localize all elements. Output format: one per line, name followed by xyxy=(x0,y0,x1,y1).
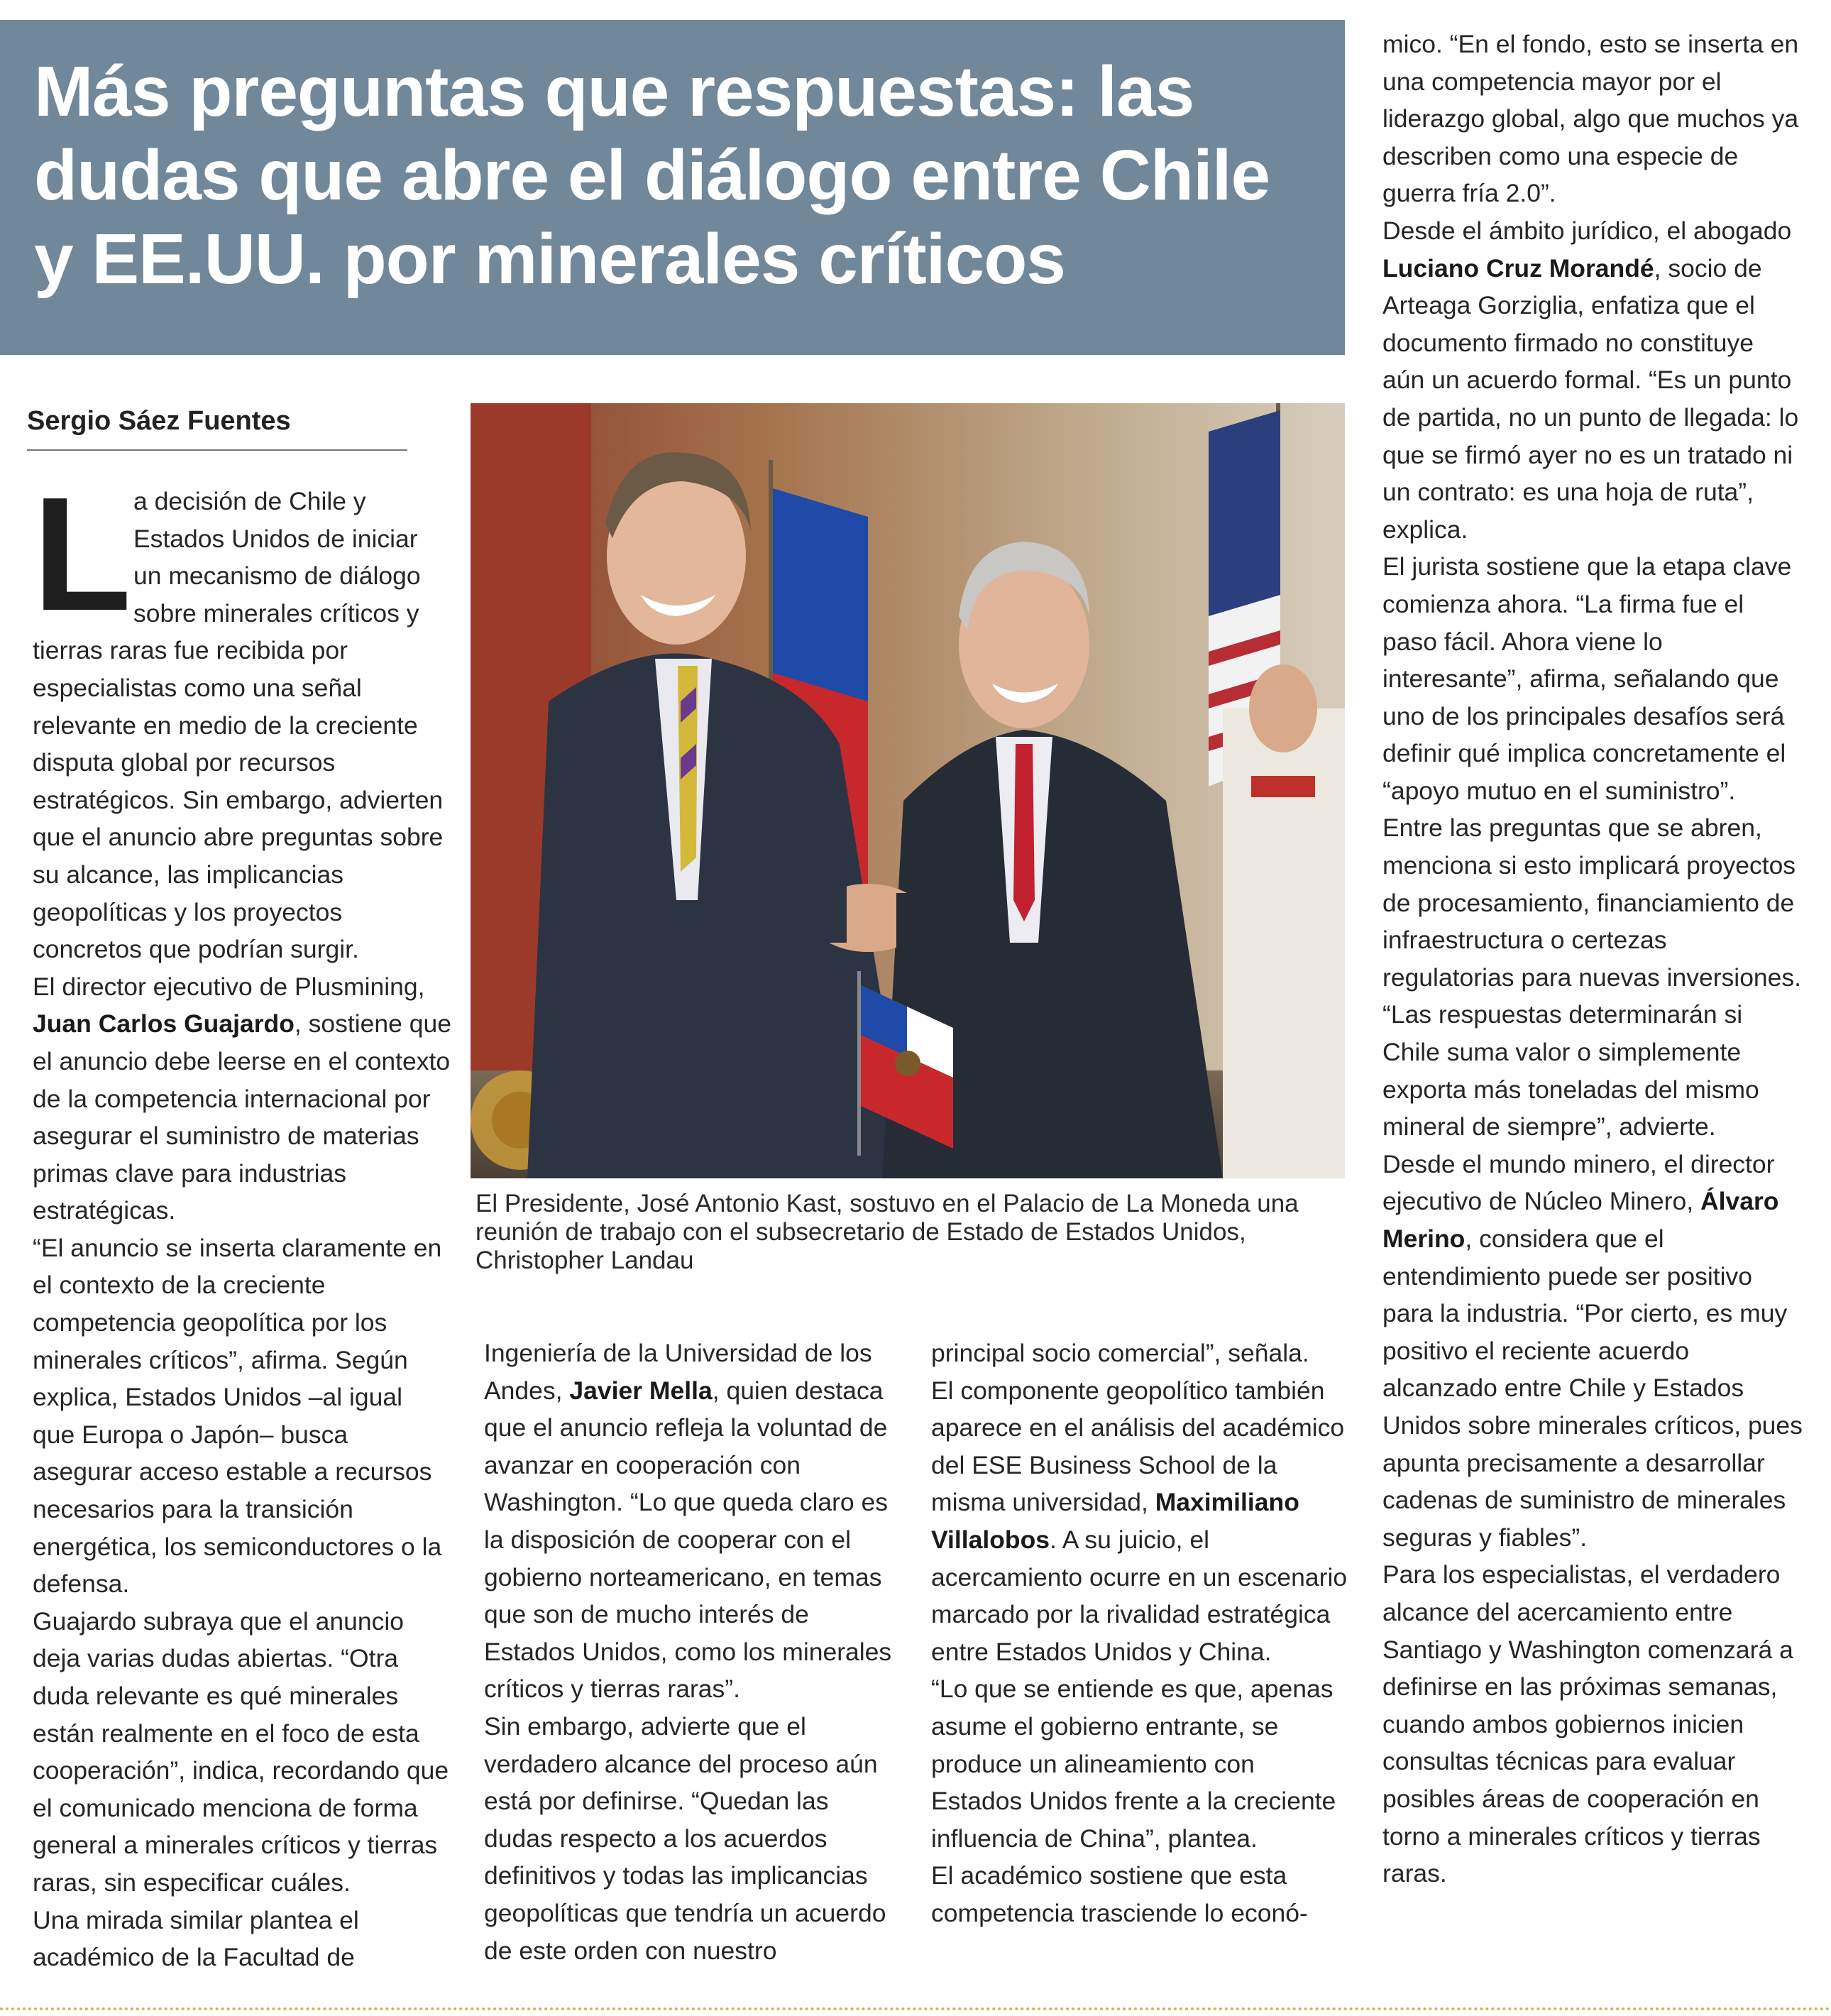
paragraph-2 xyxy=(33,968,451,1229)
headline: Más preguntas que respuestas: las dudas que abre el diálogo entre Chile y EE.UU. por minerales críticos xyxy=(34,52,1270,299)
paragraph-1: mico. “En el fondo, esto se inserta en una competencia mayor por el liderazgo global, algo que muchos ya describen como una especie de guerra fría 2.0”. xyxy=(1382,30,1799,208)
paragraph-2-text-b: , sostiene que el anuncio debe leerse en el contexto de la competencia internacional por asegurar el suministro de materias primas clave para industrias estratégicas. xyxy=(33,1009,451,1225)
paragraph-2-text-a: El director ejecutivo de Plusmining, xyxy=(33,972,425,1001)
paragraph-4: El académico sostiene que esta competencia trasciende lo econó- xyxy=(931,1861,1308,1927)
byline: Sergio Sáez Fuentes xyxy=(27,406,407,451)
paragraph-3: “El anuncio se inserta claramente en el contexto de la creciente competencia geopolítica por los minerales críticos”, afirma. Según explica, Estados Unidos –al igual que Europa o Japón– busca asegurar acceso estable a recursos necesarios para la transición energética, los semiconductores o la defensa. xyxy=(33,1233,442,1599)
paragraph-2-text-a: Desde el ámbito jurídico, el abogado xyxy=(1382,216,1792,245)
column-1 xyxy=(33,464,451,1976)
headline-box xyxy=(0,20,1345,355)
person-name: Álvaro Merino xyxy=(1382,1187,1779,1253)
person-name: Luciano Cruz Morandé xyxy=(1382,253,1654,283)
handshake-photo xyxy=(471,403,1345,1178)
column-3 xyxy=(931,1335,1353,1932)
drop-cap: L xyxy=(33,464,132,645)
paragraph-1-first-line: a decisión de Chile y xyxy=(133,487,366,515)
paragraph-5: Una mirada similar plantea el académico de la Facultad de xyxy=(33,1905,359,1972)
column-4 xyxy=(1382,26,1803,1892)
dotted-divider xyxy=(0,2007,1831,2010)
paragraph-5 xyxy=(1382,1146,1803,1557)
paragraph-5-text-a: Desde el mundo minero, el director ejecutivo de Núcleo Minero, xyxy=(1382,1149,1775,1216)
paragraph-2: Sin embargo, advierte que el verdadero alcance del proceso aún está por definirse. “Quedan las dudas respecto a los acuerdos definitivos y todas las implicancias geopolíticas que tendría un acuerdo de este orden con nuestro xyxy=(484,1711,886,1965)
column-2 xyxy=(484,1335,903,1969)
paragraph-2-text-a: El componente geopolítico también aparece en el análisis del académico del ESE Business School de la misma universidad, xyxy=(931,1376,1345,1517)
paragraph-2 xyxy=(931,1372,1353,1671)
paragraph-1-text-b: , quien destaca que el anuncio refleja la voluntad de avanzar en cooperación con Washington. “Lo que queda claro es la disposición de cooperar con el gobierno norteamericano, en temas que son de mucho interés de Estados Unidos, como los minerales críticos y tierras raras”. xyxy=(484,1376,892,1704)
paragraph-6: Para los especialistas, el verdadero alcance del acercamiento entre Santiago y Washington comenzará a definirse en las próximas semanas, cuando ambos gobiernos inicien consultas técnicas para evaluar posibles áreas de cooperación en torno a minerales críticos y tierras raras. xyxy=(1382,1560,1793,1888)
person-name: Javier Mella xyxy=(569,1376,713,1405)
paragraph-4: Guajardo subraya que el anuncio deja varias dudas abiertas. “Otra duda relevante es qué minerales están realmente en el foco de esta cooperación”, indica, recordando que el comunicado menciona de forma general a minerales críticos y tierras raras, sin especificar cuáles. xyxy=(33,1606,449,1897)
paragraph-2-text-b: . A su juicio, el acercamiento ocurre en un escenario marcado por la rivalidad estratégica entre Estados Unidos y China. xyxy=(931,1525,1348,1666)
paragraph-1 xyxy=(484,1335,903,1708)
paragraph-1-text-a: Ingeniería de la Universidad de los Andes, xyxy=(484,1339,872,1405)
photo xyxy=(471,403,1345,1178)
photo-caption: El Presidente, José Antonio Kast, sostuvo en el Palacio de La Moneda una reunión de trabajo con el subsecretario de Estado de Estados Unidos, Christopher Landau xyxy=(475,1190,1299,1274)
person-name: Juan Carlos Guajardo xyxy=(33,1009,295,1039)
paragraph-1 xyxy=(33,464,451,968)
paragraph-3: El jurista sostiene que la etapa clave comienza ahora. “La firma fue el paso fácil. Ahora viene lo interesante”, afirma, señalando que uno de los principales desafíos será definir qué implica concretamente el “apoyo mutuo en el suministro”. xyxy=(1382,552,1792,805)
paragraph-2 xyxy=(1382,212,1803,548)
paragraph-3: “Lo que se entiende es que, apenas asume el gobierno entrante, se produce un alineamiento con Estados Unidos frente a la creciente influencia de China”, plantea. xyxy=(931,1675,1336,1853)
person-name: Maximiliano Villalobos xyxy=(931,1488,1299,1554)
paragraph-2-text-b: , socio de Arteaga Gorziglia, enfatiza que el documento firmado no constituye aún un acuerdo formal. “Es un punto de partida, no un punto de llegada: lo que se firmó ayer no es un tratado ni un contrato: es una hoja de ruta”, explica. xyxy=(1382,253,1799,544)
paragraph-1-text: Estados Unidos de iniciar un mecanismo de diálogo sobre minerales críticos y tierras raras fue recibida por especialistas como una señal relevante en medio de la creciente disputa global por recursos estratégicos. Sin embargo, advierten que el anuncio abre preguntas sobre su alcance, las implicancias geopolíticas y los proyectos concretos que podrían surgir. xyxy=(33,524,444,964)
paragraph-4: Entre las preguntas que se abren, menciona si esto implicará proyectos de procesamiento, financiamiento de infraestructura o certezas regulatorias para nuevas inversiones. “Las respuestas determinarán si Chile suma valor o simplemente exporta más toneladas del mismo mineral de siempre”, advierte. xyxy=(1382,813,1802,1141)
paragraph-1: principal socio comercial”, señala. xyxy=(931,1339,1309,1367)
paragraph-5-text-b: , considera que el entendimiento puede ser positivo para la industria. “Por cierto, es muy positivo el reciente acuerdo alcanzado entre Chile y Estados Unidos sobre minerales críticos, pues apunta precisamente a desarrollar cadenas de suministro de minerales seguras y fiables”. xyxy=(1382,1225,1803,1552)
